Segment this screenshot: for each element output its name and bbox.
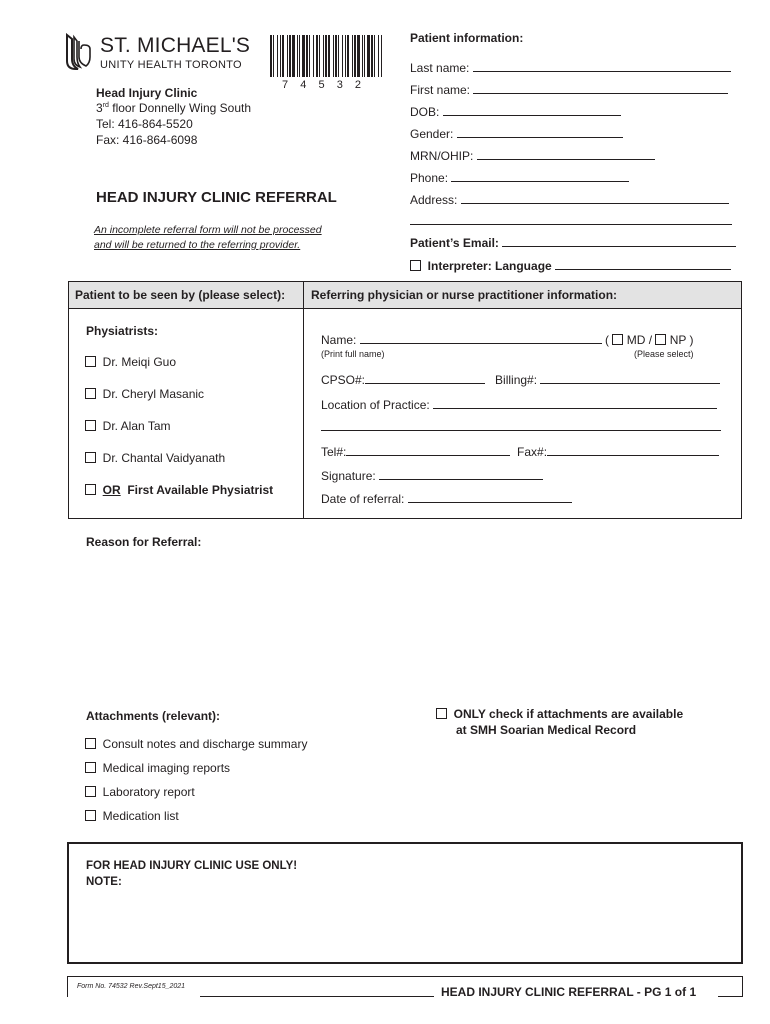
address-field[interactable] [410,191,729,207]
attachment-label: Consult notes and discharge summary [102,737,308,751]
seen-by-header: Patient to be seen by (please select): [75,288,286,302]
gender-field[interactable] [410,125,623,141]
attachment-option[interactable] [85,737,307,761]
last-name-label: Last name: [410,61,470,75]
clinic-address [96,101,251,115]
cpso-field[interactable] [321,371,720,387]
please-select-hint: (Please select) [634,349,694,359]
attachment-option[interactable] [85,809,307,833]
footer-page-title: HEAD INJURY CLINIC REFERRAL - PG 1 of 1 [441,985,697,999]
physiatrist-checkbox[interactable] [85,420,96,431]
soarian-checkbox[interactable] [436,708,447,719]
address-floor: 3 [96,101,103,115]
dob-label: DOB: [410,105,440,119]
st-michaels-logo-icon [64,33,94,71]
barcode-number: 7 4 5 3 2 [282,79,364,91]
physiatrists-heading: Physiatrists: [86,324,159,338]
first-available-option[interactable] [85,483,273,515]
physician-name-label: Name: [321,333,357,347]
gender-label: Gender: [410,127,454,141]
attachment-option[interactable] [85,785,307,809]
referral-date-field[interactable] [321,490,572,506]
physiatrist-option[interactable] [85,419,273,451]
attachment-label: Laboratory report [102,785,195,799]
reason-area[interactable] [86,552,742,697]
mrn-label: MRN/OHIP: [410,149,474,163]
dob-field[interactable] [410,103,621,119]
referral-date-label: Date of referral: [321,492,405,506]
form-title: HEAD INJURY CLINIC REFERRAL [96,189,337,206]
org-subtitle: UNITY HEALTH TORONTO [100,59,242,71]
first-name-field[interactable] [410,81,728,97]
clinic-tel: Tel: 416-864-5520 [96,117,193,131]
attachment-option[interactable] [85,761,307,785]
attachment-label: Medical imaging reports [102,761,231,775]
attachment-checkbox[interactable] [85,762,96,773]
clinic-use-heading: FOR HEAD INJURY CLINIC USE ONLY! [86,860,298,872]
attachments-heading: Attachments (relevant): [86,709,221,723]
barcode-icon [270,35,382,77]
footer-rule-right [718,996,743,997]
print-full-name-hint: (Print full name) [321,349,385,359]
attachments-list [85,737,307,833]
physiatrist-name: Dr. Chantal Vaidyanath [102,451,226,465]
interpreter-checkbox[interactable] [410,260,421,271]
clinic-fax: Fax: 416-864-6098 [96,133,198,147]
first-available-checkbox[interactable] [85,484,96,495]
physician-name-field[interactable]: Name: ( MD / NP ) [321,333,694,347]
phone-label: Phone: [410,171,449,185]
cpso-label: CPSO#: [321,373,366,387]
location-label: Location of Practice: [321,398,430,412]
physiatrist-checkbox[interactable] [85,388,96,399]
incomplete-warning-1: An incomplete referral form will not be processed [94,224,322,236]
physiatrist-list [85,355,273,515]
attachment-checkbox[interactable] [85,786,96,797]
phone-field[interactable] [410,169,629,185]
md-label: MD [626,333,646,347]
soarian-label-1: ONLY check if attachments are available [453,707,684,721]
clinic-name: Head Injury Clinic [96,86,198,100]
md-checkbox[interactable] [612,334,623,345]
np-label: NP [669,333,687,347]
attachment-checkbox[interactable] [85,738,96,749]
soarian-label-2: at SMH Soarian Medical Record [456,723,637,737]
address-rest: floor Donnelly Wing South [108,101,251,115]
np-checkbox[interactable] [655,334,666,345]
physiatrist-name: Dr. Meiqi Guo [102,355,177,369]
patient-info-heading: Patient information: [410,31,524,45]
first-available-label: First Available Physiatrist [127,483,274,497]
physician-tel-label: Tel#: [321,445,347,459]
physician-tel-field[interactable] [321,443,719,459]
location-field[interactable] [321,396,717,412]
physiatrist-name: Dr. Alan Tam [102,419,171,433]
mrn-field[interactable] [410,147,655,163]
address-sup: rd [102,102,109,109]
physiatrist-option[interactable] [85,451,273,483]
first-name-label: First name: [410,83,471,97]
physiatrist-option[interactable] [85,355,273,387]
clinic-use-note: NOTE: [86,876,122,888]
patient-email-label: Patient’s Email: [410,236,499,250]
physiatrist-name: Dr. Cheryl Masanic [102,387,205,401]
address-label: Address: [410,193,458,207]
location-line-2[interactable] [321,430,721,431]
referring-header: Referring physician or nurse practitioner information: [311,288,618,302]
signature-field[interactable] [321,467,543,483]
soarian-option[interactable] [436,707,683,721]
signature-label: Signature: [321,469,376,483]
interpreter-label: Interpreter: Language [427,259,552,273]
reason-label: Reason for Referral: [86,535,202,549]
patient-email-field[interactable] [410,234,736,250]
physiatrist-checkbox[interactable] [85,356,96,367]
address-line-2[interactable] [410,224,732,225]
physiatrist-option[interactable] [85,387,273,419]
physician-fax-label: Fax#: [517,445,548,459]
last-name-field[interactable] [410,59,731,75]
interpreter-field[interactable] [410,257,731,273]
incomplete-warning-2: and will be returned to the referring provider. [94,239,301,251]
or-label: OR [102,483,121,497]
billing-label: Billing#: [495,373,538,387]
form-number: Form No. 74532 Rev.Sept15_2021 [77,983,186,990]
org-name: ST. MICHAEL'S [100,34,251,57]
footer-rule-left [200,996,434,997]
table-divider [303,281,304,519]
attachment-label: Medication list [102,809,179,823]
attachment-checkbox[interactable] [85,810,96,821]
physiatrist-checkbox[interactable] [85,452,96,463]
